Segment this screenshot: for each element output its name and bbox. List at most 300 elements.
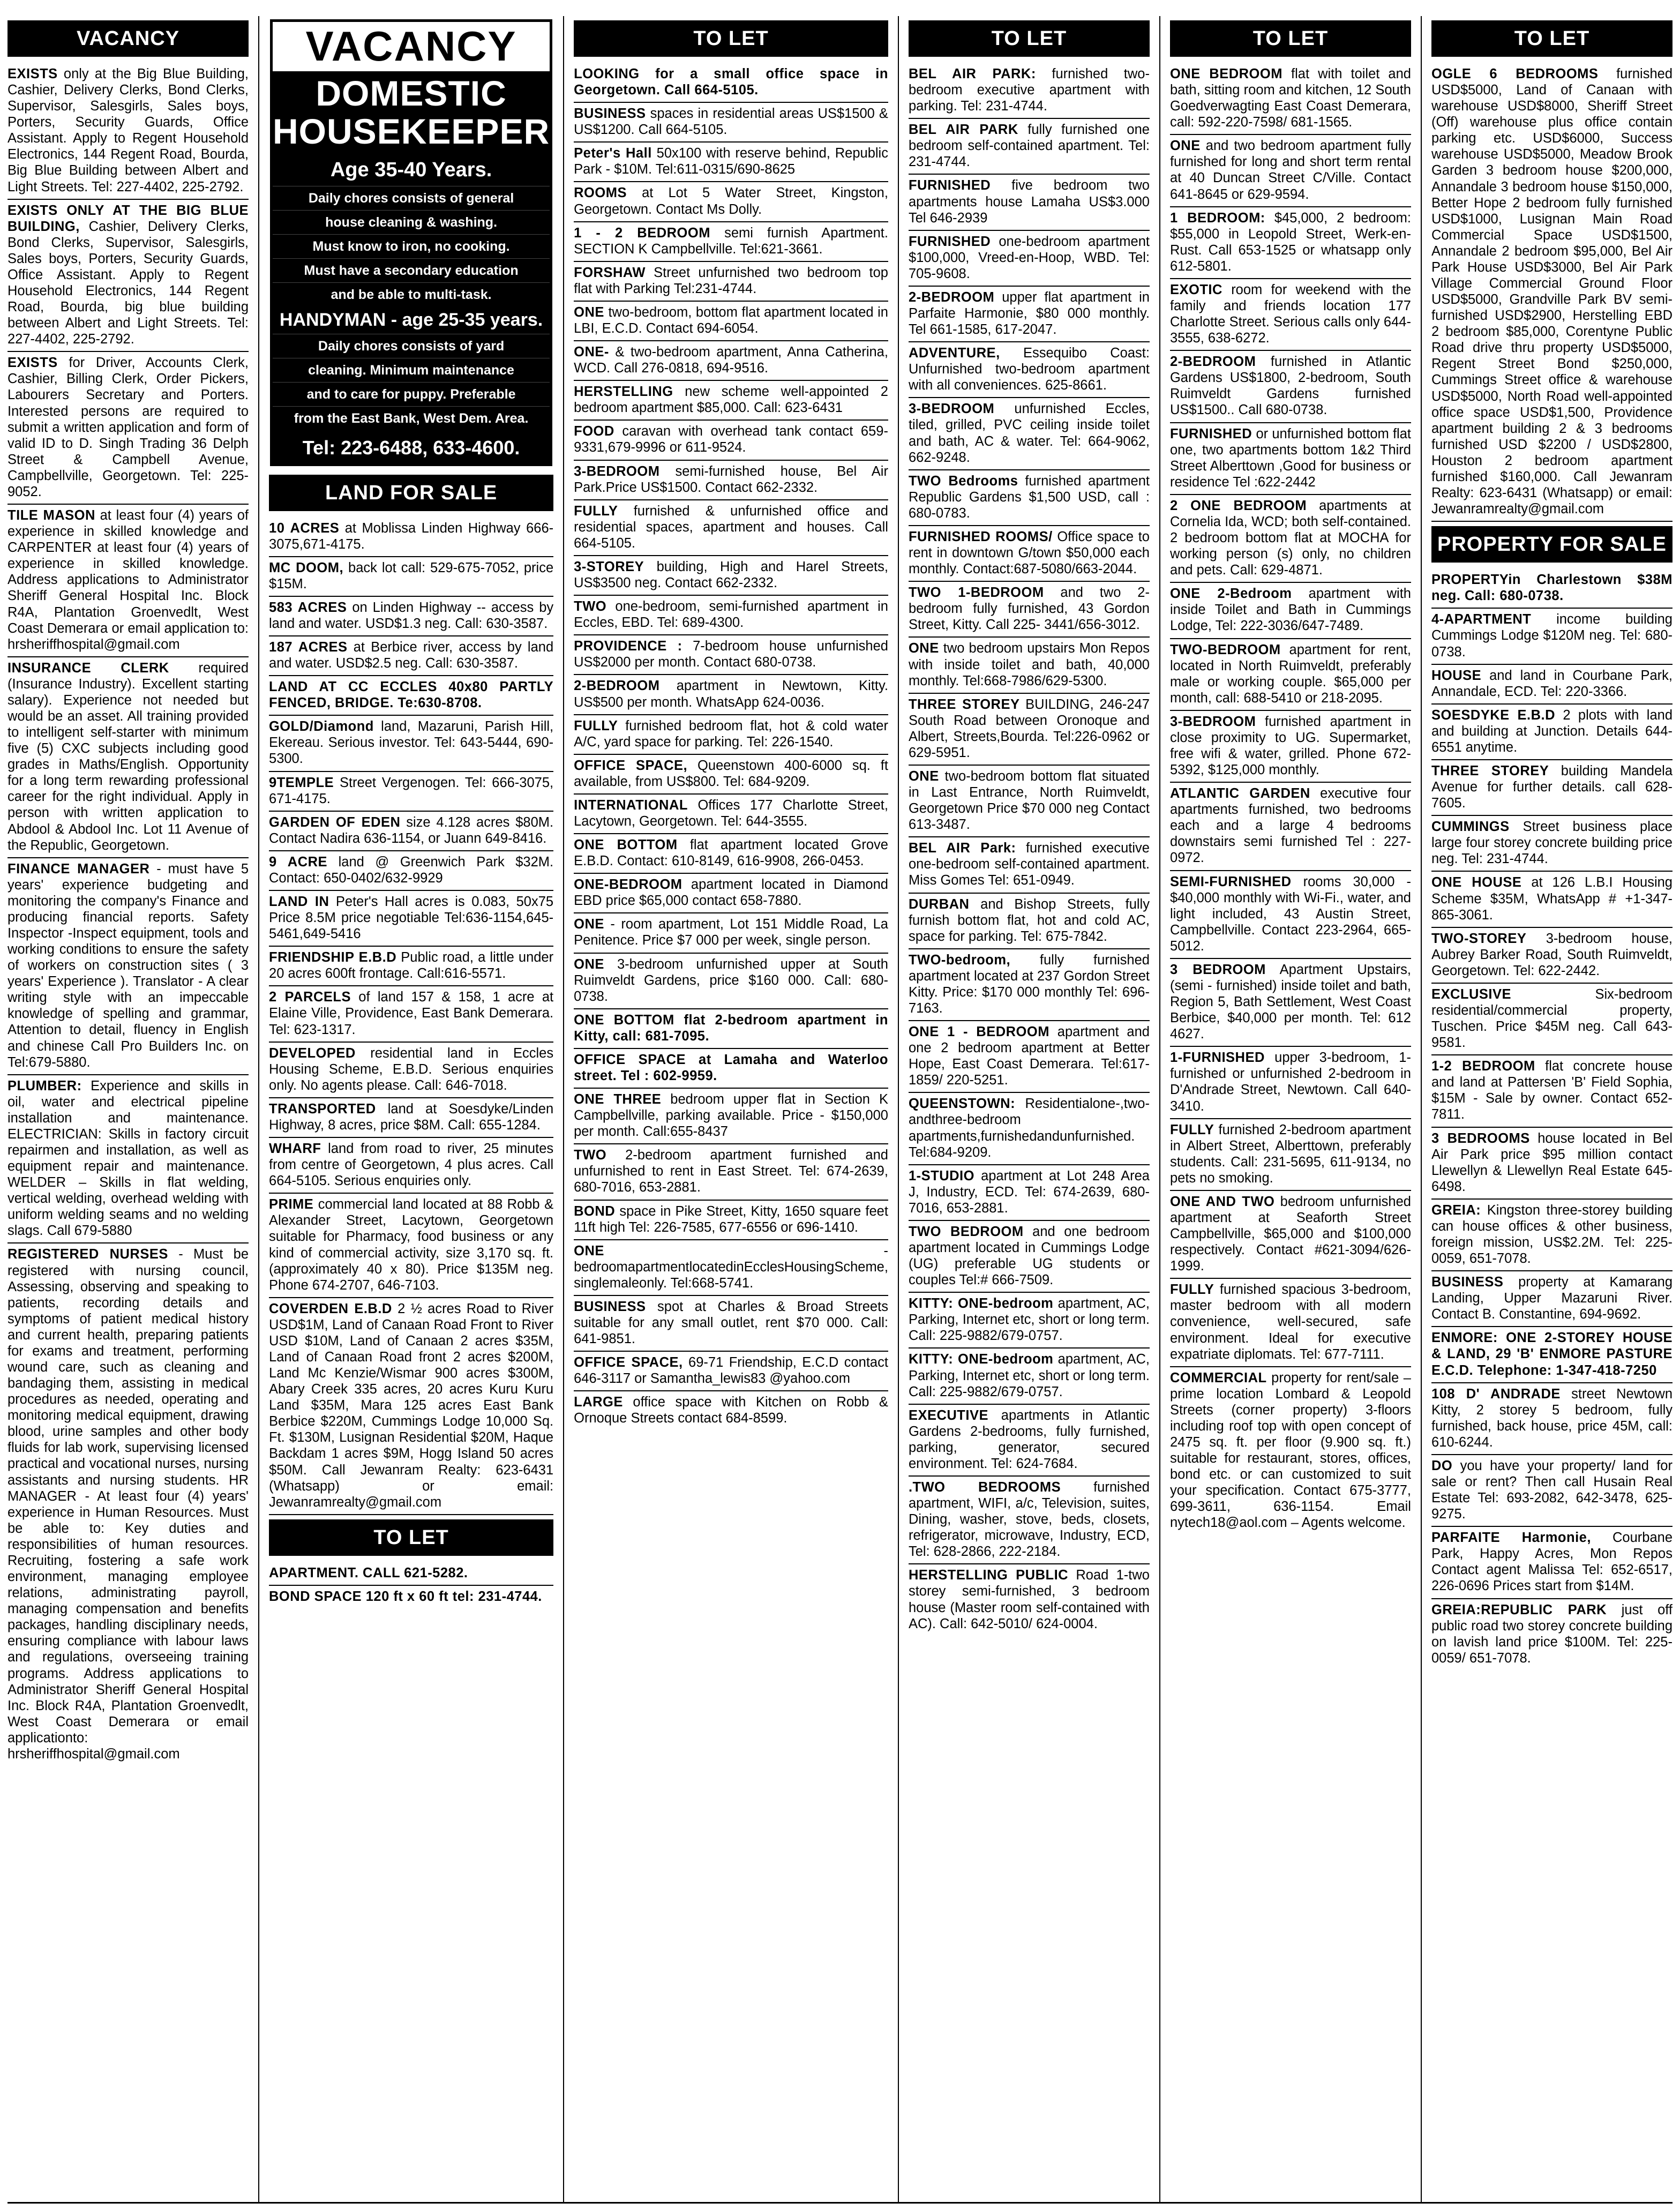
classified-ad: [269, 676, 553, 716]
ad-text: upper flat apartment in Parfaite Harmonie, $80 000 monthly. Tel 661-1585, 617-2047.: [908, 289, 1150, 338]
ad-text: land at Soesdyke/Linden Highway, 8 acres, price $8M. Call: 655-1284.: [269, 1101, 554, 1133]
ad-lead: FURNISHED: [908, 178, 991, 193]
classified-ad: [269, 1043, 553, 1098]
ad-text: unfurnished Eccles, tiled, grilled, PVC ceiling inside toilet and bath, AC & water. Tel: 664-9062, 662-9248.: [908, 401, 1150, 465]
ad-text: apartment in Newtown, Kitty. US$500 per month. WhatsApp 624-0036.: [574, 678, 888, 710]
ad-text: land, Mazaruni, Parish Hill, Ekereau. Serious investor. Tel: 643-5444, 690-5300.: [269, 719, 554, 767]
ad-text: apartment at Lot 248 Area J, Industry, ECD. Tel: 674-2639, 680-7016, 653-2881.: [908, 1168, 1150, 1216]
ad-text: 3-bedroom house, Aubrey Barker Road, South Ruimveldt, Georgetown. Tel: 622-2442.: [1431, 931, 1672, 978]
ad-lead: KITTY: ONE-bedroom: [908, 1296, 1054, 1312]
classified-ad: [1170, 135, 1411, 207]
ad-text: - must have 5 years' experience budgeting and monitoring the company's Finance and producing financial reports. Safety Inspector -Inspect equipment, tools and working conditions to ensure the safety of workers on construction sites ( 3 years' Experience ). Translator - A clear writing style with an impeccable knowledge of spelling and grammar, Attention to detail, fluency in English and chinese Call Pro Builders Inc. on Tel:679-5880.: [8, 861, 249, 1070]
classified-ad: [574, 1352, 888, 1391]
classified-ad: [574, 1144, 888, 1200]
classified-ad: [1170, 423, 1411, 495]
ad-text: apartments at Cornelia Ida, WCD; both self-contained. 2 bedroom bottom flat at MOCHA for working person (s) only, no children and pets. Call: 629-4871.: [1169, 498, 1411, 578]
bottom-rule: [8, 2202, 1672, 2204]
classified-ad: [574, 1296, 888, 1352]
classified-ad: [574, 1201, 888, 1240]
ad-lead: PROPERTYin Charlestown $38M neg. Call: 680-0738.: [1431, 572, 1672, 604]
classified-ad: [574, 1009, 888, 1049]
ad-lead: LAND AT CC ECCLES 40x80 PARTLY FENCED, BRIDGE. Te:630-8708.: [269, 679, 554, 711]
section-header: TO LET: [1170, 20, 1411, 57]
ad-lead: GREIA:: [1431, 1202, 1481, 1218]
classified-ad: [1170, 1119, 1411, 1191]
ad-lead: ONE: [1169, 138, 1201, 154]
ad-lead: ONE: [908, 641, 939, 656]
classified-ad: [574, 1391, 888, 1430]
ad-lead: FRIENDSHIP E.B.D: [269, 950, 397, 965]
ad-text: two bedroom upstairs Mon Repos with inside toilet and bath, 40,000 monthly. Tel:668-7986/629-5300.: [908, 641, 1150, 688]
ad-text: only at the Big Blue Building, Cashier, Delivery Clerks, Bond Clerks, Supervisor, Salesgirls, Sales boys, Porters, Security Guards, Office Assistant. Apply to Regent Household Electronics, 144 Regent Road, Bourda, Big Blue Building between Albert and Light Streets. Tel: 227-4402, 225-2792.: [8, 66, 249, 194]
ad-lead: BOND SPACE 120 ft x 60 ft tel: 231-4744.: [269, 1589, 542, 1604]
classified-ad: [1170, 1367, 1411, 1535]
classified-ad: [909, 1293, 1150, 1349]
column-2: [269, 16, 553, 2202]
ad-lead: SOESDYKE E.B.D: [1431, 707, 1556, 723]
ad-text: required (Insurance Industry). Excellent starting salary). Experience not needed but would be an asset. All training provided to intelligent self-starter with minimum five (5) CXC subjects including good grades in Maths/English. Opportunity for a long term rewarding professional career for the right individual. Apply in person with written application to Abdool & Abdool Inc. Lot 11 Avenue of the Republic, Georgetown.: [8, 660, 249, 853]
ad-lead: 1 BEDROOM:: [1169, 210, 1265, 226]
ad-text: and two bedroom apartment fully furnished for long and short term rental at 40 Duncan Street C/Ville. Contact 641-8645 or 629-9594.: [1169, 138, 1411, 202]
classified-ad: [909, 1564, 1150, 1635]
ad-text: furnished apartment Republic Gardens $1,500 USD, call : 680-0783.: [908, 473, 1150, 521]
ad-lead: 2-BEDROOM: [574, 678, 660, 694]
classified-ad: [269, 518, 553, 557]
ad-text: apartment, AC, Parking, Internet etc, short or long term. Call: 225-9882/679-0757.: [908, 1296, 1150, 1344]
ad-lead: Peter's Hall: [574, 146, 652, 161]
classified-ad: [8, 1243, 249, 1766]
classified-ad: [1431, 760, 1672, 816]
ad-text: and one bedroom apartment located in Cummings Lodge (UG) preferable UG students or couples Tel:# 666-7509.: [908, 1224, 1150, 1288]
classified-ad: [1431, 816, 1672, 872]
classified-ad: [1431, 1455, 1672, 1527]
ad-text: 69-71 Friendship, E.C.D contact 646-3117 or Samantha_lewis83 @yahoo.com: [574, 1355, 888, 1387]
ad-text: 2 ½ acres Road to River USD$1M, Land of Canaan Road Front to River USD $10M, Land of Canaan 2 acres $35M, Land of Canaan Road front 2 acres $200M, Land Mc Kenzie/Wismar 900 acres $300M, Abary Creek 335 acres, 20 acres Kuru Kuru Land $35M, Mara 125 acres East Bank Berbice $220M, Cummings Lodge 10,000 Sq. Ft. $130M, Lusignan Residential $20M, Haque Backdam 1 acres $9M, Hogg Island 50 acres $50M. Call Jewanram Realty: 623-6431 (Whatsapp) or email: Jewanramrealty@gmail.com: [269, 1301, 554, 1510]
ad-lead: LOOKING for a small office space in Georgetown. Call 664-5105.: [574, 66, 888, 98]
ad-lead: INTERNATIONAL: [574, 797, 688, 813]
classified-ad: [1170, 207, 1411, 279]
classified-ad: [574, 103, 888, 143]
classified-ad: [1431, 872, 1672, 927]
ad-lead: FINANCE MANAGER: [8, 861, 150, 876]
ad-text: furnished USD$5000, Land of Canaan with warehouse USD$8000, Sheriff Street (Off) warehouse plus office contain parking etc. USD$6000, Success warehouse USD$5000, Meadow Brook Garden 3 bedroom house $200,000, Annandale 3 bedroom house $150,000, Better Hope 2 bedroom fully furnished USD$1000, Lusignan Main Road Commercial Space USD$1500, Annandale 2 bedroom $95,000, Bel Air Park House USD$3000, Bel Air Park Village Commercial Ground Floor USD$5000, Grandville Park BV semi- furnished USD$2900, Herstelling EBD 2 bedroom $85,000, Corentyne Public Road drive thru property USD$5000, Regent Street Bond $250,000, Cummings Street office & warehouse USD$5000, North Road well-appointed office space USD$1,500, Providence apartment building 2 & 3 bedrooms furnished USD $2200 / USD$2800, Houston 2 bedroom apartment furnished $160,000. Call Jewanram Realty: 623-6431 (Whatsapp) or email: Jewanramrealty@gmail.com: [1431, 66, 1672, 517]
ad-text: two-bedroom bottom flat situated in Last Entrance, North Ruimveldt, Georgetown Price $70 000 neg Contact 613-3487.: [908, 768, 1150, 833]
ad-text: property for rent/sale – prime location Lombard & Leopold Streets (corner property) 3-floors including roof top with open concept of 2475 sq. ft. per floor (9.900 sq. ft.) suitable for restaurant, stores, offices, bond etc. or can customized to suit your specification. Contact 675-3777, 699-3611, 636-1154. Email nytech18@aol.com – Agents welcome.: [1169, 1370, 1411, 1531]
ad-lead: 1-STUDIO: [908, 1168, 974, 1183]
ad-lead: ONE: [908, 768, 939, 784]
classified-ad: [909, 1349, 1150, 1404]
ad-text: Street business place large four storey concrete building price neg. Tel: 231-4744.: [1431, 819, 1672, 867]
classified-ad: [574, 421, 888, 460]
ad-lead: PARFAITE Harmonie,: [1431, 1530, 1591, 1546]
ad-lead: TWO: [574, 1148, 607, 1163]
classified-ad: [574, 834, 888, 874]
classified-ad: [909, 894, 1150, 949]
ad-text: for Driver, Accounts Clerk, Cashier, Billing Clerk, Order Pickers, Labourers Secretary and Porters. Interested persons are required to submit a written application and form of valid ID to D. Singh Trading 36 Delph Street & Campbell Avenue, Campbellville, Georgetown. Tel: 225-9052.: [8, 355, 249, 499]
ad-lead: QUEENSTOWN:: [908, 1096, 1016, 1112]
classified-ad: [269, 1298, 553, 1515]
ad-text: $45,000, 2 bedroom: $55,000 in Leopold Street, Werk-en-Rust. Call 653-1525 or whatsapp only 612-5801.: [1169, 210, 1411, 274]
ad-lead: TWO: [574, 599, 607, 615]
ad-text: - Must be registered with nursing council, Assessing, observing and speaking to patients, recording details and symptoms of patient medical history and current health, preparing patients for exams and treatment, performing wound care, such as cleaning and bandaging them, assisting in medical procedures as needed, operating and monitoring medical equipment, drawing blood, urine samples and other body fluids for lab work, supervising licensed practical and vocational nurses, nursing assistants and nursing students. HR MANAGER - At least four (4) years' experience in Human Resources. Must be able to: Key duties and responsibilities of human resources. Recruiting, fostering a safe work environment, managing employee relations, administrating payroll, managing compensation and benefits packages, handling disciplinary needs, ensuring compliance with labour laws and regulations, overseeing training programs. Address applications to Administrator Sheriff General Hospital Inc. Block R4A, Plantation Groenvedlt, West Coast Demerara or email applicationto: hrsheriffhospital@gmail.com: [8, 1247, 249, 1762]
ad-text: of land 157 & 158, 1 acre at Elaine Ville, Providence, East Bank Demerara. Tel: 623-1317.: [269, 990, 554, 1037]
ad-lead: 583 ACRES: [269, 600, 347, 615]
ad-text: furnished in Atlantic Gardens US$1800, 2-bedroom, South Ruimveldt Gardens furnished US$1500.. Call 680-0738.: [1169, 354, 1411, 418]
ad-text: BUILDING, 246-247 South Road between Oronoque and Albert, Streets,Bourda. Tel:226-0962 or 629-5951.: [908, 696, 1150, 760]
ad-lead: 3-STOREY: [574, 559, 644, 574]
box-line: and to care for puppy. Preferable: [273, 382, 550, 406]
ad-lead: TWO-bedroom,: [908, 952, 1011, 968]
column-1: [8, 16, 249, 2202]
classified-ad: [574, 1240, 888, 1296]
classified-ad: [909, 526, 1150, 582]
classified-ad: [269, 772, 553, 812]
ad-text: and two 2-bedroom fully furnished, 43 Gordon Street, Kitty. Call 225- 3441/656-3012.: [908, 585, 1150, 633]
ad-text: Kingston three-storey building can house offices & other business, foreign mission, US$2.2M. Tel: 225-0059, 651-7078.: [1431, 1202, 1672, 1267]
ad-lead: FULLY: [1169, 1122, 1214, 1137]
classified-ad: [909, 470, 1150, 526]
classified-ad: [8, 352, 249, 505]
ad-lead: .TWO BEDROOMS: [908, 1480, 1061, 1495]
ad-text: property at Kamarang Landing, Upper Mazaruni River. Contact B. Constantine, 694-9692.: [1431, 1275, 1672, 1322]
classified-ad: [8, 1075, 249, 1244]
ad-text: at 126 L.B.I Housing Scheme $35M, WhatsApp # +1-347-865-3061.: [1431, 875, 1672, 923]
classified-ad: [1170, 783, 1411, 871]
box-handyman: HANDYMAN - age 25-35 years.: [279, 309, 543, 330]
ad-text: flat with toilet and bath, sitting room and kitchen, 12 South Goedverwagting East Coast Demerara, call: 592-220-7598/ 681-1565.: [1169, 66, 1411, 130]
ad-lead: TWO BEDROOM: [908, 1224, 1024, 1239]
ad-lead: DURBAN: [908, 896, 970, 912]
ad-text: and land in Courbane Park, Annandale, ECD. Tel: 220-3366.: [1431, 668, 1672, 699]
ad-text: -bedroomapartmentlocatedinEcclesHousingScheme, singlemaleonly. Tel:668-5741.: [574, 1243, 888, 1291]
ad-text: 2-bedroom apartment furnished and unfurnished to rent in East Street. Tel: 674-2639, 680-7016, 653-2881.: [574, 1148, 888, 1195]
box-role: DOMESTIC HOUSEKEEPER: [273, 73, 550, 152]
classified-ad: [269, 1194, 553, 1298]
classified-ad: [909, 398, 1150, 470]
ad-text: spaces in residential areas US$1500 & US$1200. Call 664-5105.: [574, 106, 888, 138]
classified-ad: [8, 657, 249, 858]
column-6: [1431, 16, 1672, 2202]
classified-ad: [909, 582, 1150, 638]
ad-text: furnished & unfurnished office and residential spaces, apartment and houses. Call 664-5105.: [574, 503, 888, 551]
ad-text: Queenstown 400-6000 sq. ft available, from US$800. Tel: 684-9209.: [574, 758, 888, 789]
ad-text: room for weekend with the family and friends location 177 Charlotte Street. Serious calls only 644-3555, 638-6272.: [1169, 282, 1411, 346]
ad-text: semi-furnished house, Bel Air Park.Price US$1500. Contact 662-2332.: [574, 463, 888, 495]
classified-ad: [8, 200, 249, 353]
classified-ad: [909, 1405, 1150, 1477]
classified-ad: [1431, 1599, 1672, 1670]
ad-lead: 3 BEDROOMS: [1431, 1130, 1530, 1146]
classified-ad: [1170, 63, 1411, 135]
ad-lead: 4-APARTMENT: [1431, 612, 1532, 627]
ad-text: just off public road two storey concrete building on lavish land price $100M. Tel: 225-0059/ 651-7078.: [1431, 1602, 1672, 1666]
ad-lead: 3-BEDROOM: [908, 401, 995, 417]
ad-text: semi furnish Apartment. SECTION K Campbellville. Tel:621-3661.: [574, 225, 888, 257]
ad-lead: PLUMBER:: [8, 1078, 82, 1093]
section-header: LAND FOR SALE: [269, 475, 553, 511]
ad-text: income building Cummings Lodge $120M neg. Tel: 680-0738.: [1431, 612, 1672, 660]
ad-lead: THREE STOREY: [1431, 763, 1549, 778]
ad-text: apartment and one 2 bedroom apartment at Better Hope, East Coast Demerara. Tel:617-1859/ 220-5251.: [908, 1024, 1150, 1088]
ad-text: caravan with overhead tank contact 659-9331,679-9996 or 611-9524.: [574, 424, 888, 455]
box-line: and be able to multi-task.: [273, 282, 550, 306]
classified-ad: [909, 1021, 1150, 1093]
classified-ad: [269, 557, 553, 597]
classified-ad: [574, 302, 888, 341]
column-4: [909, 16, 1150, 2202]
ad-lead: BEL AIR Park:: [908, 841, 1016, 856]
classified-ad: [574, 913, 888, 953]
box-line: Daily chores consists of yard: [273, 334, 550, 358]
classified-ad: [269, 1586, 553, 1608]
ad-text: executive four apartments furnished, two bedrooms each and a large 4 bedrooms downstairs semi furnished Tel : 227-0972.: [1169, 786, 1411, 866]
classified-ad: [909, 1477, 1150, 1564]
ad-lead: KITTY: ONE-bedroom: [908, 1352, 1054, 1367]
ad-lead: BOND: [574, 1203, 616, 1219]
ad-text: Apartment Upstairs, (semi - furnished) inside toilet and bath, Region 5, Bath Settlement, West Coast Berbice, $40,000 per month. Tel: 612 4627.: [1169, 962, 1411, 1042]
ad-text: new scheme well-appointed 2 bedroom apartment $85,000. Call: 623-6431: [574, 384, 888, 416]
ad-text: Essequibo Coast: Unfurnished two-bedroom apartment with all conveniences. 625-8661.: [908, 346, 1150, 393]
ad-lead: TWO 1-BEDROOM: [908, 585, 1044, 601]
ad-text: at least four (4) years of experience in skilled knowledge and CARPENTER at least four (4) years of experience in skilled knowledge. Address applications to Administrator Sheriff General Hospital Inc. Block R4A, Plantation Groenvedlt, West Coast Demerara or email application to: hrsheriffhospital@gmail.com: [8, 508, 249, 652]
classified-ad: [574, 596, 888, 635]
ad-lead: EXECUTIVE: [908, 1407, 988, 1423]
ad-lead: PROVIDENCE :: [574, 639, 682, 654]
ad-lead: REGISTERED NURSES: [8, 1247, 168, 1262]
classified-ad: [909, 638, 1150, 693]
ad-text: or unfurnished bottom flat one, two apartments bottom 1&2 Third Street Alberttown ,Good for business or residence Tel :622-2442: [1169, 426, 1411, 490]
ad-text: furnished 2-bedroom apartment in Albert Street, Alberttown, preferably students. Call: 231-5695, 611-9134, no pets no smoking.: [1169, 1122, 1411, 1186]
ad-lead: TRANSPORTED: [269, 1101, 376, 1117]
ad-lead: LARGE: [574, 1395, 623, 1410]
box-title: VACANCY: [273, 22, 550, 71]
ad-text: Residentialone-,two-andthree-bedroom apartments,furnishedandunfurnished. Tel:684-9209.: [908, 1096, 1150, 1160]
classified-ad: [1431, 569, 1672, 609]
ad-text: fully furnished one bedroom self-contained apartment. Tel: 231-4744.: [908, 122, 1150, 170]
classified-ad: [269, 716, 553, 771]
ad-text: furnished two-bedroom executive apartment with parking. Tel: 231-4744.: [908, 66, 1150, 114]
ad-text: bedroom upper flat in Section K Campbellville, parking available. Price - $150,000 per month. Call:655-8437: [574, 1092, 888, 1140]
ad-lead: EXISTS ONLY AT THE BIG BLUE BUILDING,: [8, 203, 249, 234]
classified-ad: [269, 1562, 553, 1586]
ad-lead: EXISTS: [8, 66, 58, 81]
classified-ad: [574, 635, 888, 675]
ad-text: Experience and skills in oil, water and electrical pipeline installation and maintenance. ELECTRICIAN: Skills in factory circuit repairmen and installation, as well as equipment repair and maintenance. WELDER – Skills in flat welding, vertical welding, overhead welding with uniform welding seams and no welding slags. Call 679-5880: [8, 1078, 249, 1239]
classified-ad: [574, 1089, 888, 1144]
ad-lead: FURNISHED ROOMS/: [908, 529, 1053, 544]
ad-text: furnished apartment in close proximity to UG. Supermarket, free wifi & water, grilled. Phone 672-5392, $125,000 monthly.: [1169, 714, 1411, 778]
ad-lead: BEL AIR PARK: [908, 122, 1018, 138]
ad-lead: HERSTELLING PUBLIC: [908, 1568, 1069, 1583]
ad-lead: ONE 1 - BEDROOM: [908, 1024, 1049, 1040]
ad-text: 7-bedroom house unfurnished US$2000 per month. Contact 680-0738.: [574, 639, 888, 670]
ad-lead: 187 ACRES: [269, 640, 348, 655]
classified-ad: [909, 949, 1150, 1021]
classified-ad: [909, 63, 1150, 119]
ad-lead: ONE: [574, 304, 604, 320]
classified-ad: [574, 461, 888, 500]
section-header: PROPERTY FOR SALE: [1431, 526, 1672, 563]
section-header: VACANCY: [8, 20, 249, 57]
ad-lead: HOUSE: [1431, 668, 1482, 683]
ad-lead: WHARF: [269, 1141, 321, 1157]
ad-text: flat concrete house and land at Pattersen 'B' Field Sophia, $15M - Sale by owner. Contact 652-7811.: [1431, 1059, 1672, 1122]
classified-ad: [574, 143, 888, 182]
box-line: cleaning. Minimum maintenance: [273, 358, 550, 382]
ad-text: rooms 30,000 - $40,000 monthly with Wi-Fi., water, and light included, 43 Austin Street, Campbellville. Contact 223-2964, 665-5012.: [1169, 874, 1411, 954]
ad-text: 50x100 with reserve behind, Republic Park - $10M. Tel:611-0315/690-8625: [574, 146, 888, 177]
classified-ad: [909, 1093, 1150, 1165]
box-tel: Tel: 223-6488, 633-4600.: [302, 436, 520, 459]
ad-lead: COMMERCIAL: [1169, 1370, 1267, 1385]
ad-text: Street Vergenogen. Tel: 666-3075, 671-4175.: [269, 775, 554, 806]
ad-lead: MC DOOM,: [269, 560, 344, 575]
ad-text: furnished executive one-bedroom self-contained apartment. Miss Gomes Tel: 651-0949.: [908, 841, 1150, 888]
classified-ad: [269, 1138, 553, 1194]
classified-ad: [574, 182, 888, 222]
ad-text: house located in Bel Air Park price $95 million contact Llewellyn & Llewellyn Real Estate 645-6498.: [1431, 1130, 1672, 1194]
classified-ad: [574, 262, 888, 302]
ad-lead: ATLANTIC GARDEN: [1169, 786, 1310, 801]
ad-lead: ONE-BEDROOM: [574, 877, 682, 893]
ad-lead: OGLE 6 BEDROOMS: [1431, 66, 1599, 81]
ad-text: residential land in Eccles Housing Scheme, E.B.D. Serious enquiries only. No agents please. Call: 646-7018.: [269, 1045, 554, 1093]
classified-ad: [1170, 959, 1411, 1047]
classified-ad: [269, 947, 553, 986]
ad-lead: 3 BEDROOM: [1169, 962, 1266, 977]
ad-lead: ONE HOUSE: [1431, 875, 1522, 890]
ad-lead: GOLD/Diamond: [269, 719, 374, 735]
classified-ad: [574, 556, 888, 596]
box-line: from the East Bank, West Dem. Area.: [273, 406, 550, 430]
ad-lead: PRIME: [269, 1197, 314, 1212]
ad-lead: ONE: [574, 956, 604, 972]
classified-ad: [574, 341, 888, 381]
ad-text: at Berbice river, access by land and water. USD$2.5 neg. Call: 630-3587.: [269, 640, 554, 671]
classified-ad: [1170, 351, 1411, 423]
ad-lead: SEMI-FURNISHED: [1169, 874, 1292, 889]
classified-ad: [1431, 1128, 1672, 1200]
ad-text: furnished bedroom flat, hot & cold water A/C, yard space for parking. Tel: 226-1540.: [574, 718, 888, 750]
section-header: TO LET: [1431, 20, 1672, 57]
classified-ad: [1170, 279, 1411, 351]
ad-lead: CUMMINGS: [1431, 819, 1510, 835]
classified-ad: [1431, 63, 1672, 522]
column-3: [574, 16, 888, 2202]
ad-lead: 9 ACRE: [269, 854, 328, 870]
classified-ad: [1431, 984, 1672, 1055]
classified-ad: [8, 63, 249, 200]
ad-lead: 2-BEDROOM: [908, 289, 995, 305]
classified-ad: [909, 175, 1150, 230]
ad-lead: ONE-: [574, 344, 609, 360]
ad-text: Offices 177 Charlotte Street, Lacytown, Georgetown. Tel: 644-3555.: [574, 797, 888, 829]
classified-ad: [574, 500, 888, 556]
box-line: Must know to iron, no cooking.: [273, 234, 550, 258]
classified-ad: [1431, 1055, 1672, 1127]
ad-lead: EXOTIC: [1169, 282, 1222, 297]
ad-lead: ONE: [574, 1243, 604, 1258]
classified-ad: [909, 287, 1150, 342]
classified-ad: [1170, 639, 1411, 711]
classified-ad: [574, 715, 888, 755]
ad-text: back lot call: 529-675-7052, price $15M.: [269, 560, 554, 591]
ad-lead: ONE 2-Bedroom: [1169, 586, 1292, 602]
ad-text: Street unfurnished two bedroom top flat with Parking Tel:231-4744.: [574, 265, 888, 296]
ad-lead: GARDEN OF EDEN: [269, 814, 401, 830]
ad-lead: COVERDEN E.B.D: [269, 1301, 392, 1316]
ad-text: fully furnished apartment located at 237 Gordon Street Kitty. Price: $170 000 monthly Tel: 696-7163.: [908, 952, 1150, 1016]
classified-ad: [574, 675, 888, 715]
box-line: Must have a secondary education: [273, 258, 550, 282]
classified-ad: [1170, 495, 1411, 583]
ad-lead: TILE MASON: [8, 508, 95, 523]
ad-lead: ADVENTURE,: [908, 346, 1000, 361]
ad-lead: 1-FURNISHED: [1169, 1050, 1265, 1066]
ad-lead: DO: [1431, 1458, 1453, 1473]
classified-ad: [269, 891, 553, 947]
ad-lead: APARTMENT. CALL 621-5282.: [269, 1565, 468, 1580]
classified-ad: [574, 755, 888, 795]
ad-text: Cashier, Delivery Clerks, Bond Clerks, Supervisor, Salesgirls, Sales boys, Porters, Security Guards, Office Assistant. Apply to Regent Household Electronics, 144 Regent Road, Bourda, big blue building between Albert and Light Streets. Tel: 227-4402, 225-2792.: [8, 219, 249, 347]
classified-ad: [269, 1098, 553, 1138]
ad-text: one-bedroom, semi-furnished apartment in Eccles, EBD. Tel: 689-4300.: [574, 599, 888, 631]
classified-ad: [1431, 928, 1672, 984]
ad-lead: THREE STOREY: [908, 696, 1020, 712]
ad-lead: ONE THREE: [574, 1092, 662, 1107]
ad-text: & two-bedroom apartment, Anna Catherina, WCD. Call 276-0818, 694-9516.: [574, 344, 888, 376]
vacancy-box: [270, 19, 552, 466]
classified-ad: [1431, 1271, 1672, 1327]
section-header: TO LET: [574, 20, 888, 57]
classified-ad: [8, 858, 249, 1075]
ad-lead: BUSINESS: [1431, 1275, 1504, 1290]
classified-ad: [1431, 665, 1672, 705]
classified-ad: [909, 1165, 1150, 1221]
ad-text: apartment, AC, Parking, Internet etc, short or long term. Call: 225-9882/679-0757.: [908, 1352, 1150, 1399]
ad-lead: BEL AIR PARK:: [908, 66, 1036, 81]
ad-lead: OFFICE SPACE,: [574, 1355, 683, 1370]
ad-lead: TWO Bedrooms: [908, 473, 1018, 489]
ad-lead: 9TEMPLE: [269, 775, 334, 790]
ad-lead: FORSHAW: [574, 265, 646, 280]
ad-text: at Moblissa Linden Highway 666-3075,671-4175.: [269, 520, 554, 552]
classified-ad: [269, 812, 553, 851]
classified-ad: [1170, 1191, 1411, 1279]
classified-ad: [909, 837, 1150, 893]
classified-ad: [1170, 1279, 1411, 1367]
ad-text: commercial land located at 88 Robb & Alexander Street, Lacytown, Georgetown suitable for Pharmacy, food business or any kind of commercial activity, size 3,170 sq. ft. (approximately 40 x 80). Price $135M neg. Phone 674-2707, 646-7103.: [269, 1197, 554, 1293]
ad-text: furnished apartment, WIFI, a/c, Television, suites, Dining, washer, stove, beds, closets, refrigerator, microwave, Industry, ECD, Tel: 628-2866, 222-2184.: [908, 1480, 1150, 1560]
ad-text: two-bedroom, bottom flat apartment located in LBI, E.C.D. Contact 694-6054.: [574, 304, 888, 336]
section-header: TO LET: [269, 1519, 553, 1556]
ad-text: Office space to rent in downtown G/town $50,000 each monthly. Contact:687-5080/663-2044.: [908, 529, 1150, 577]
ad-lead: OFFICE SPACE,: [574, 758, 688, 773]
ad-text: and Bishop Streets, fully furnish bottom flat, hot and cold AC, space for parking. Tel: 675-7842.: [908, 896, 1150, 944]
classified-ad: [1431, 1200, 1672, 1271]
ad-text: furnished spacious 3-bedroom, master bedroom with all modern convenience, well-secured, safe environment. Ideal for executive expatriate diplomats. Tel: 677-7111.: [1169, 1282, 1411, 1362]
ad-text: on Linden Highway -- access by land and water. USD$1.3 neg. Call: 630-3587.: [269, 600, 554, 631]
ad-text: spot at Charles & Broad Streets suitable for any small outlet, rent $70 000. Call: 641-9851.: [574, 1299, 888, 1347]
ad-lead: ONE BOTTOM flat 2-bedroom apartment in Kitty, call: 681-7095.: [574, 1012, 888, 1044]
ad-text: five bedroom two apartments house Lamaha US$3.000 Tel 646-2939: [908, 178, 1150, 226]
classified-ad: [574, 222, 888, 262]
ad-text: one-bedroom apartment $100,000, Vreed-en-Hoop, WBD. Tel: 705-9608.: [908, 234, 1150, 281]
classified-ad: [909, 119, 1150, 175]
ad-lead: 1 - 2 BEDROOM: [574, 225, 710, 241]
ad-lead: FURNISHED: [908, 234, 991, 249]
ad-lead: FULLY: [574, 503, 618, 519]
